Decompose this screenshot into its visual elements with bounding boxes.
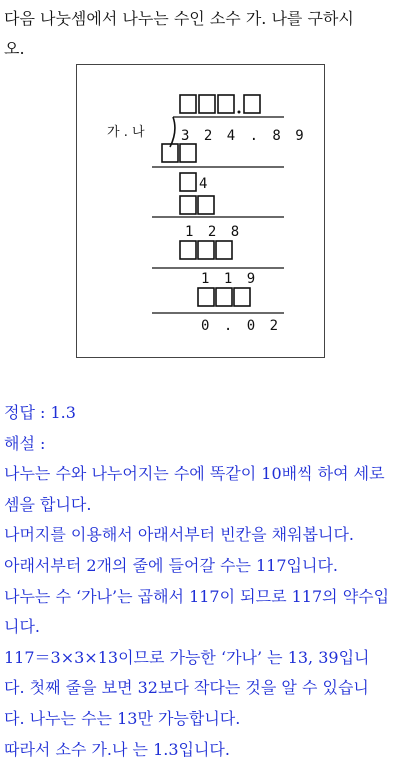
question-line-2: 오. bbox=[4, 39, 25, 58]
question-line-1: 다음 나눗셈에서 나누는 수인 소수 가. 나를 구하시 bbox=[4, 9, 354, 28]
step4-box-1 bbox=[180, 241, 196, 259]
explanation-line: 니다. bbox=[4, 617, 40, 637]
answer-explanation bbox=[4, 398, 396, 765]
explanation-line: 나누는 수와 나누어지는 수에 똑같이 10배씩 하여 세로 bbox=[4, 464, 385, 484]
quotient-boxes bbox=[180, 95, 260, 114]
step2-digit: 4 bbox=[199, 176, 211, 192]
explanation-line: 아래서부터 2개의 줄에 들어갈 수는 117입니다. bbox=[4, 555, 338, 575]
explanation-line: 나머지를 이용해서 아래서부터 빈칸을 채워봅니다. bbox=[4, 525, 355, 545]
step3-box-1 bbox=[180, 196, 196, 214]
long-division-diagram bbox=[77, 65, 324, 357]
row-119: 1 1 9 bbox=[201, 271, 259, 287]
explanation-line: 다. 첫째 줄을 보면 32보다 작다는 것을 알 수 있습니 bbox=[4, 678, 369, 698]
quotient-box-2 bbox=[199, 95, 215, 113]
step2-box bbox=[180, 173, 196, 191]
step5-box-3 bbox=[234, 288, 250, 306]
step4-box-3 bbox=[216, 241, 232, 259]
explanation-line: 셈을 합니다. bbox=[4, 494, 92, 514]
quotient-box-1 bbox=[180, 95, 196, 113]
explanation-line: 다. 나누는 수는 13만 가능합니다. bbox=[4, 708, 241, 728]
step4-box-2 bbox=[198, 241, 214, 259]
divisor-label: 가 . 나 bbox=[107, 125, 145, 140]
quotient-box-4 bbox=[244, 95, 260, 113]
long-division-figure bbox=[76, 64, 325, 358]
step5-box-2 bbox=[216, 288, 232, 306]
remainder: 0 . 0 2 bbox=[201, 318, 282, 334]
explanation-line: 117＝3×3×13이므로 가능한 ‘가나’ 는 13, 39입니 bbox=[4, 647, 370, 667]
quotient-decimal-point bbox=[238, 111, 241, 114]
answer-line: 정답 : 1.3 bbox=[4, 403, 76, 422]
step1-box-2 bbox=[180, 144, 196, 162]
dividend-digits: 3 2 4 . 8 9 bbox=[181, 128, 307, 144]
explanation-line: 나누는 수 ‘가나’는 곱해서 117이 되므로 117의 약수입 bbox=[4, 586, 390, 606]
division-bracket bbox=[170, 117, 175, 147]
explanation-line: 따라서 소수 가.나 는 1.3입니다. bbox=[4, 739, 230, 759]
row-128: 1 2 8 bbox=[185, 224, 243, 240]
explanation-heading: 해설 : bbox=[4, 433, 46, 453]
step3-box-2 bbox=[198, 196, 214, 214]
question-text bbox=[4, 4, 396, 64]
quotient-box-3 bbox=[218, 95, 234, 113]
step5-box-1 bbox=[198, 288, 214, 306]
